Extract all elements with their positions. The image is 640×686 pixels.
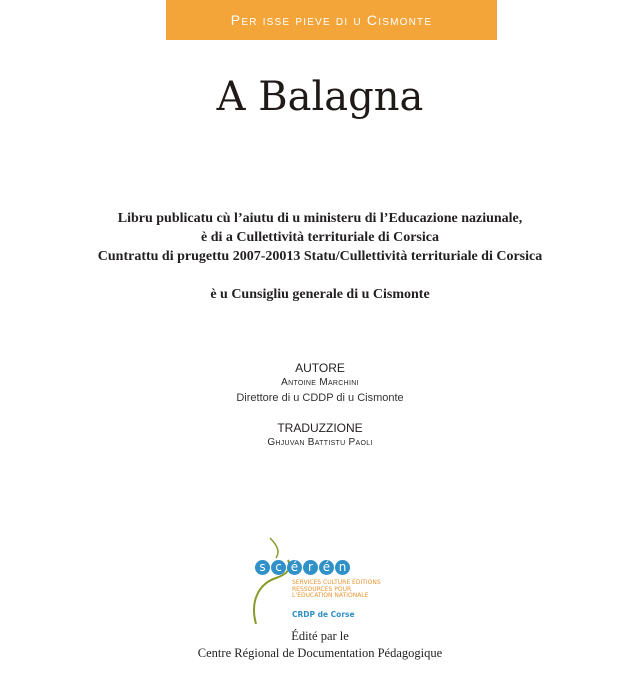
sceren-crdp-logo [250,532,410,624]
author-name: Antoine Marchini [281,377,359,388]
credits-line: è di a Cullettività territuriale di Corsica [201,230,439,245]
translation-heading: TRADUZZIONE [277,421,363,435]
logo-tagline: SERVICES CULTURE ÉDITIONS RESSOURCES POUR L’ÉDUCATION NATIONALE [292,579,381,599]
series-banner [166,0,497,40]
logo-crdp-label: CRDP de Corse [292,610,355,619]
credits-line: Libru publicatu cù l’aiutu di u ministeru di l’Educazione naziunale, [117,211,523,226]
author-role: Direttore di u CDDP di u Cismonte [236,392,404,404]
book-title: A Balagna [216,74,424,120]
wordmark-letter: r [303,560,318,575]
wordmark-letter: s [255,560,270,575]
author-heading: AUTORE [295,361,345,375]
translation-block [0,421,640,450]
author-block [0,361,640,406]
credits-line: Cuntrattu di prugettu 2007-20013 Statu/Cullettività territuriale di Corsica [97,249,543,264]
sceren-wordmark [255,558,351,576]
translator-name: Ghjuvan Battistu Paoli [267,437,373,448]
publisher-line: Édité par le [291,629,349,643]
wordmark-letter: c [271,560,286,575]
credits-extra: è u Cunsigliu generale di u Cismonte [210,287,430,302]
wordmark-letter: é [319,560,334,575]
series-title: Per isse pieve di u Cismonte [230,12,433,28]
wordmark-letter: é [287,560,302,575]
publication-credits [0,209,640,304]
wordmark-letter: n [335,560,350,575]
publisher-name: Centre Régional de Documentation Pédagogique [197,646,443,660]
publisher-info [0,628,640,662]
